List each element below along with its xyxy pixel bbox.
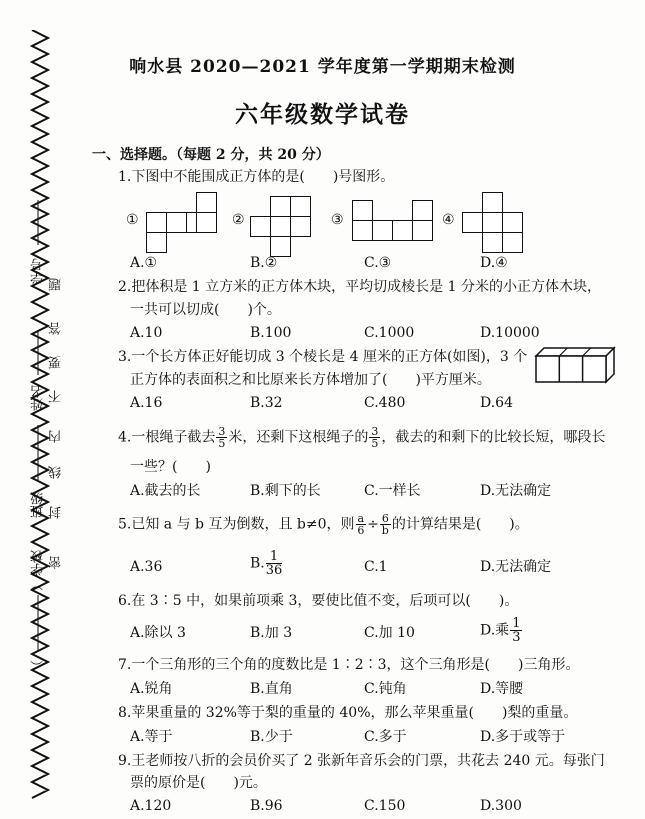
warning-xian: 线 bbox=[49, 466, 64, 479]
q4-option-d: D.无法确定 bbox=[480, 483, 552, 499]
q1-label-1: ① bbox=[126, 212, 139, 228]
q5-option-d: D.无法确定 bbox=[480, 559, 552, 575]
warning-feng: 封 bbox=[49, 506, 64, 519]
q6-stem: 6.在 3∶5 中，如果前项乘 3，要使比值不变，后项可以( )。 bbox=[118, 593, 519, 609]
q3-option-b: B.32 bbox=[250, 395, 283, 411]
q5-option-a: A.36 bbox=[130, 559, 163, 575]
q9-option-b: B.96 bbox=[250, 798, 283, 814]
school-label: 学校 bbox=[31, 550, 46, 576]
q7-option-b: B.直角 bbox=[250, 681, 293, 697]
q1-option-b: B.② bbox=[250, 255, 278, 271]
q5-fraction-2: $\frac{6}{b}$ bbox=[381, 512, 389, 537]
q7-option-a: A.锐角 bbox=[130, 681, 173, 697]
exam-header: 响水县 2020—2021 学年度第一学期期末检测 bbox=[129, 57, 516, 77]
q3-option-a: A.16 bbox=[130, 395, 163, 411]
q1-label-2: ② bbox=[232, 212, 245, 228]
q3-option-d: D.64 bbox=[480, 395, 513, 411]
q6-option-a: A.除以 3 bbox=[130, 625, 186, 641]
q8-stem: 8.苹果重量的 32%等于梨的重量的 40%，那么苹果重量( )梨的重量。 bbox=[118, 705, 578, 721]
q3-cuboid-figure bbox=[530, 346, 618, 384]
q4-text-a: 4.一根绳子截去 bbox=[118, 429, 216, 446]
q1-label-3: ③ bbox=[331, 212, 344, 228]
paren-open: （ bbox=[31, 660, 46, 673]
q9-line1: 9.王老师按八折的会员价买了 2 张新年音乐会的门票，共花去 240 元。每张门 bbox=[118, 753, 605, 769]
q5-text-a: 5.已知 a 与 b 互为倒数，且 b≠0，则 bbox=[118, 516, 355, 533]
q8-option-d: D.多于或等于 bbox=[480, 729, 566, 745]
q4-line2: 一些？( ) bbox=[130, 459, 211, 475]
student-id-label: 学号 bbox=[31, 258, 46, 284]
q4-text-b: 米，还剩下这根绳子的 bbox=[228, 429, 369, 446]
name-label: 姓名 bbox=[31, 385, 46, 411]
q1-option-d: D.④ bbox=[480, 255, 508, 271]
q5-option-b: B. $\frac{1}{36}$ bbox=[250, 549, 283, 578]
q4-fraction-2: $\frac{3}{5}$ bbox=[371, 425, 379, 450]
q4-option-b: B.剩下的长 bbox=[250, 483, 321, 499]
q1-stem: 1.下图中不能围成正方体的是( )号图形。 bbox=[118, 169, 395, 185]
q7-option-c: C.钝角 bbox=[364, 681, 407, 697]
q2-line2: 一共可以切成( )个。 bbox=[130, 302, 281, 318]
q2-option-b: B.100 bbox=[250, 325, 292, 341]
q4-line1 bbox=[118, 426, 605, 449]
warning-da: 答 bbox=[49, 322, 64, 335]
warning-nei: 内 bbox=[49, 430, 64, 443]
section-heading: 一、选择题。（每题 2 分，共 20 分） bbox=[92, 147, 330, 163]
q9-option-d: D.300 bbox=[480, 798, 522, 814]
q3-option-c: C.480 bbox=[364, 395, 406, 411]
q2-option-a: A.10 bbox=[130, 325, 163, 341]
q9-option-c: C.150 bbox=[364, 798, 406, 814]
q1-option-a: A.① bbox=[130, 255, 158, 271]
q6-option-c: C.加 10 bbox=[364, 625, 415, 641]
q8-option-c: C.多于 bbox=[364, 729, 407, 745]
q1-label-4: ④ bbox=[442, 212, 455, 228]
warning-ti: 题 bbox=[49, 278, 64, 291]
q4-text-c: ，截去的和剩下的比较长短，哪段长 bbox=[381, 429, 606, 446]
q3-line2: 正方体的表面积之和比原来长方体增加了( )平方厘米。 bbox=[130, 372, 491, 388]
q3-line1: 3.一个长方体正好能切成 3 个棱长是 4 厘米的正方体(如图)，3 个 bbox=[118, 349, 528, 365]
paren-close: ） bbox=[31, 578, 46, 591]
q4-fraction-1: $\frac{3}{5}$ bbox=[218, 425, 226, 450]
q2-option-d: D.10000 bbox=[480, 325, 540, 341]
q4-option-c: C.一样长 bbox=[364, 483, 421, 499]
q9-line2: 票的原价是( )元。 bbox=[130, 775, 267, 791]
q5-divide-sign: ÷ bbox=[367, 516, 379, 533]
q5-option-c: C.1 bbox=[364, 559, 388, 575]
q1-option-c: C.③ bbox=[364, 255, 392, 271]
warning-yao: 要 bbox=[49, 356, 64, 369]
q5-stem bbox=[118, 513, 529, 536]
q6-option-d: D.乘 $\frac{1}{3}$ bbox=[480, 616, 521, 645]
exam-title: 六年级数学试卷 bbox=[235, 101, 410, 128]
warning-mi: 密 bbox=[49, 556, 64, 569]
warning-bu: 不 bbox=[49, 390, 64, 403]
class-label: 班级 bbox=[31, 492, 46, 518]
q7-stem: 7.一个三角形的三个角的度数比是 1∶2∶3，这个三角形是( )三角形。 bbox=[118, 657, 580, 673]
q8-option-b: B.少于 bbox=[250, 729, 293, 745]
q7-option-d: D.等腰 bbox=[480, 681, 524, 697]
q2-line1: 2.把体积是 1 立方米的正方体木块，平均切成棱长是 1 分米的小正方体木块， bbox=[118, 279, 601, 295]
q5-text-b: 的计算结果是( )。 bbox=[391, 516, 529, 533]
q9-option-a: A.120 bbox=[130, 798, 172, 814]
q5-fraction-1: $\frac{a}{6}$ bbox=[357, 512, 365, 537]
q6-option-b: B.加 3 bbox=[250, 625, 293, 641]
q4-option-a: A.截去的长 bbox=[130, 483, 201, 499]
q2-option-c: C.1000 bbox=[364, 325, 415, 341]
q8-option-a: A.等于 bbox=[130, 729, 173, 745]
